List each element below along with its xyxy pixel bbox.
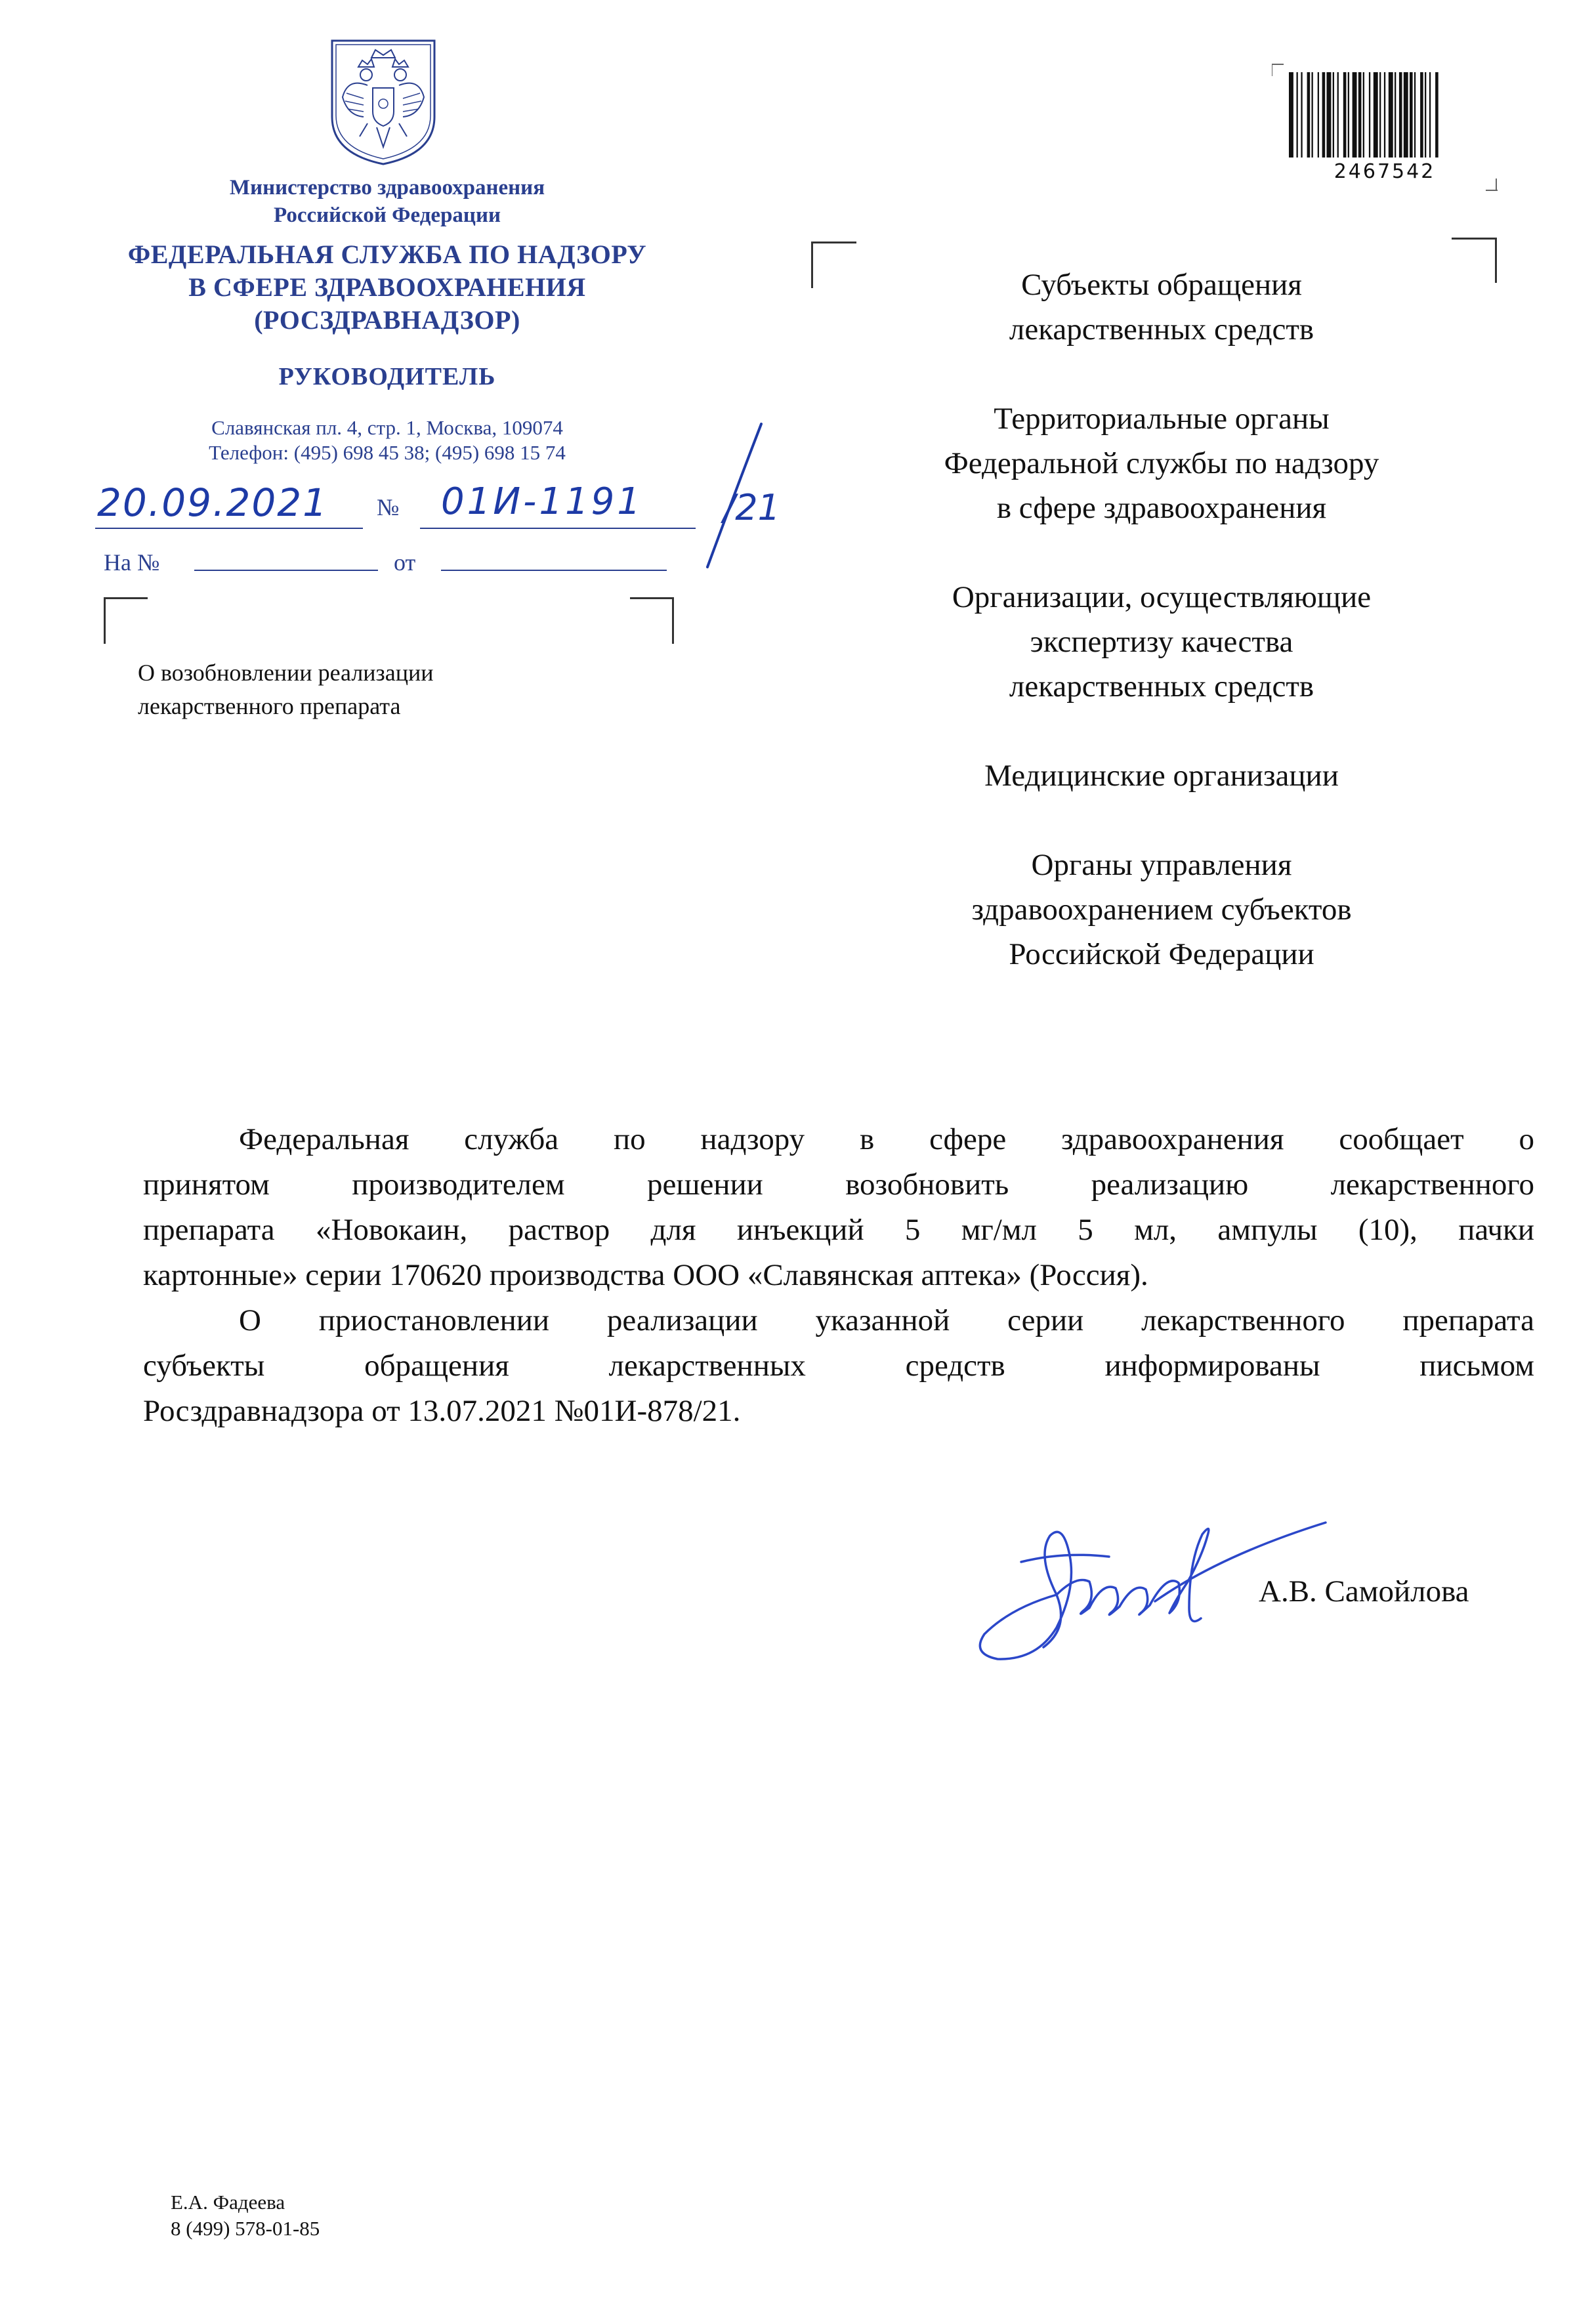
barcode-bar	[1425, 72, 1426, 158]
reference-date-label: от	[394, 549, 416, 576]
addressee-group	[794, 263, 1529, 352]
barcode-bar	[1318, 72, 1319, 158]
body-line: Федеральная служба по надзору в сфере здравоохранения сообщает о	[239, 1122, 1534, 1156]
service-name-line2: В СФЕРЕ ЗДРАВООХРАНЕНИЯ	[188, 272, 586, 302]
addressee-line: Организации, осуществляющие	[952, 580, 1372, 614]
russian-coat-of-arms-icon	[328, 38, 438, 167]
barcode-bar	[1395, 72, 1396, 158]
addressee-line: в сфере здравоохранения	[996, 491, 1327, 525]
barcode-bar	[1399, 72, 1402, 158]
barcode-number: 2467542	[1334, 160, 1436, 183]
barcode-bar	[1322, 72, 1326, 158]
service-name-line1: ФЕДЕРАЛЬНАЯ СЛУЖБА ПО НАДЗОРУ	[127, 240, 647, 269]
registration-number-label: №	[377, 494, 400, 520]
letter-subject	[138, 656, 597, 723]
addressee-line: Субъекты обращения	[1021, 268, 1302, 302]
signer-name: А.В. Самойлова	[1259, 1574, 1469, 1609]
barcode-bar	[1404, 72, 1408, 158]
barcode-bar	[1297, 72, 1298, 158]
barcode-bar	[1358, 72, 1362, 158]
body-line: препарата «Новокаин, раствор для инъекций 5 мг/мл 5 мл, ампулы (10), пачки	[143, 1213, 1534, 1247]
registration-date-underline	[95, 528, 363, 529]
addressee-group	[794, 396, 1529, 530]
barcode-bar	[1420, 72, 1423, 158]
barcode-bar	[1379, 72, 1381, 158]
barcode-bar	[1369, 72, 1370, 158]
barcode-bar	[1307, 72, 1311, 158]
addressee-line: экспертизу качества	[1030, 625, 1293, 659]
body-line: принятом производителем решении возобновить реализацию лекарственного	[143, 1168, 1534, 1202]
addressee-group	[794, 843, 1529, 977]
barcode	[1286, 72, 1483, 163]
body-line: Росздравнадзора от 13.07.2021 №01И-878/21.	[143, 1394, 741, 1428]
executor-name: Е.А. Фадеева	[171, 2191, 285, 2214]
addressee-group	[794, 753, 1529, 798]
addressee-line: Федеральной службы по надзору	[944, 446, 1379, 480]
body-line: картонные» серии 170620 производства ООО «Славянская аптека» (Россия).	[143, 1258, 1148, 1292]
letterhead-address: Славянская пл. 4, стр. 1, Москва, 109074	[211, 416, 563, 439]
letter-body	[143, 1117, 1534, 1434]
barcode-bar	[1384, 72, 1385, 158]
body-line: О приостановлении реализации указанной серии лекарственного препарата	[239, 1303, 1534, 1337]
ministry-name-line1: Министерство здравоохранения	[229, 176, 545, 200]
barcode-bar	[1343, 72, 1347, 158]
letterhead-phone: Телефон: (495) 698 45 38; (495) 698 15 74	[209, 441, 566, 464]
addressee-line: Российской Федерации	[1009, 937, 1314, 971]
reference-date-line	[441, 570, 667, 571]
barcode-bar	[1414, 72, 1416, 158]
barcode-bar	[1353, 72, 1357, 158]
registration-date: 20.09.2021	[97, 480, 329, 525]
registration-number: 01И-1191	[441, 480, 643, 523]
barcode-bar	[1289, 72, 1293, 158]
barcode-bar	[1374, 72, 1378, 158]
addressee-block	[794, 263, 1529, 1021]
addressee-line: лекарственных средств	[1009, 312, 1314, 347]
barcode-bar	[1429, 72, 1431, 158]
ministry-name-line2: Российской Федерации	[274, 203, 501, 227]
barcode-bar	[1363, 72, 1364, 158]
reference-number-label: На №	[104, 549, 160, 576]
addressee-line: здравоохранением субъектов	[971, 893, 1352, 927]
head-title: РУКОВОДИТЕЛЬ	[278, 363, 496, 390]
barcode-bar	[1337, 72, 1339, 158]
barcode-bar	[1301, 72, 1302, 158]
registration-number-suffix: /21	[723, 487, 780, 528]
subject-line: лекарственного препарата	[138, 693, 401, 720]
barcode-bar	[1333, 72, 1334, 158]
subject-line: О возобновлении реализации	[138, 660, 434, 686]
addressee-line: Медицинские организации	[984, 759, 1339, 793]
service-name-line3: (РОСЗДРАВНАДЗОР)	[254, 305, 520, 335]
subject-corner-left	[104, 597, 148, 644]
reference-number-line	[194, 570, 378, 571]
barcode-bar	[1312, 72, 1313, 158]
barcode-bar	[1327, 72, 1332, 158]
barcode-bar	[1410, 72, 1413, 158]
addressee-line: Органы управления	[1031, 848, 1292, 882]
barcode-bar	[1435, 72, 1438, 158]
executor-phone: 8 (499) 578-01-85	[171, 2217, 320, 2240]
addressee-line: лекарственных средств	[1009, 669, 1314, 704]
registration-number-underline	[420, 528, 696, 529]
subject-corner-right	[630, 597, 674, 644]
addressee-group	[794, 575, 1529, 709]
barcode-bar	[1348, 72, 1349, 158]
addressee-line: Территориальные органы	[994, 402, 1330, 436]
barcode-bar	[1389, 72, 1393, 158]
body-line: субъекты обращения лекарственных средств информированы письмом	[143, 1349, 1534, 1383]
